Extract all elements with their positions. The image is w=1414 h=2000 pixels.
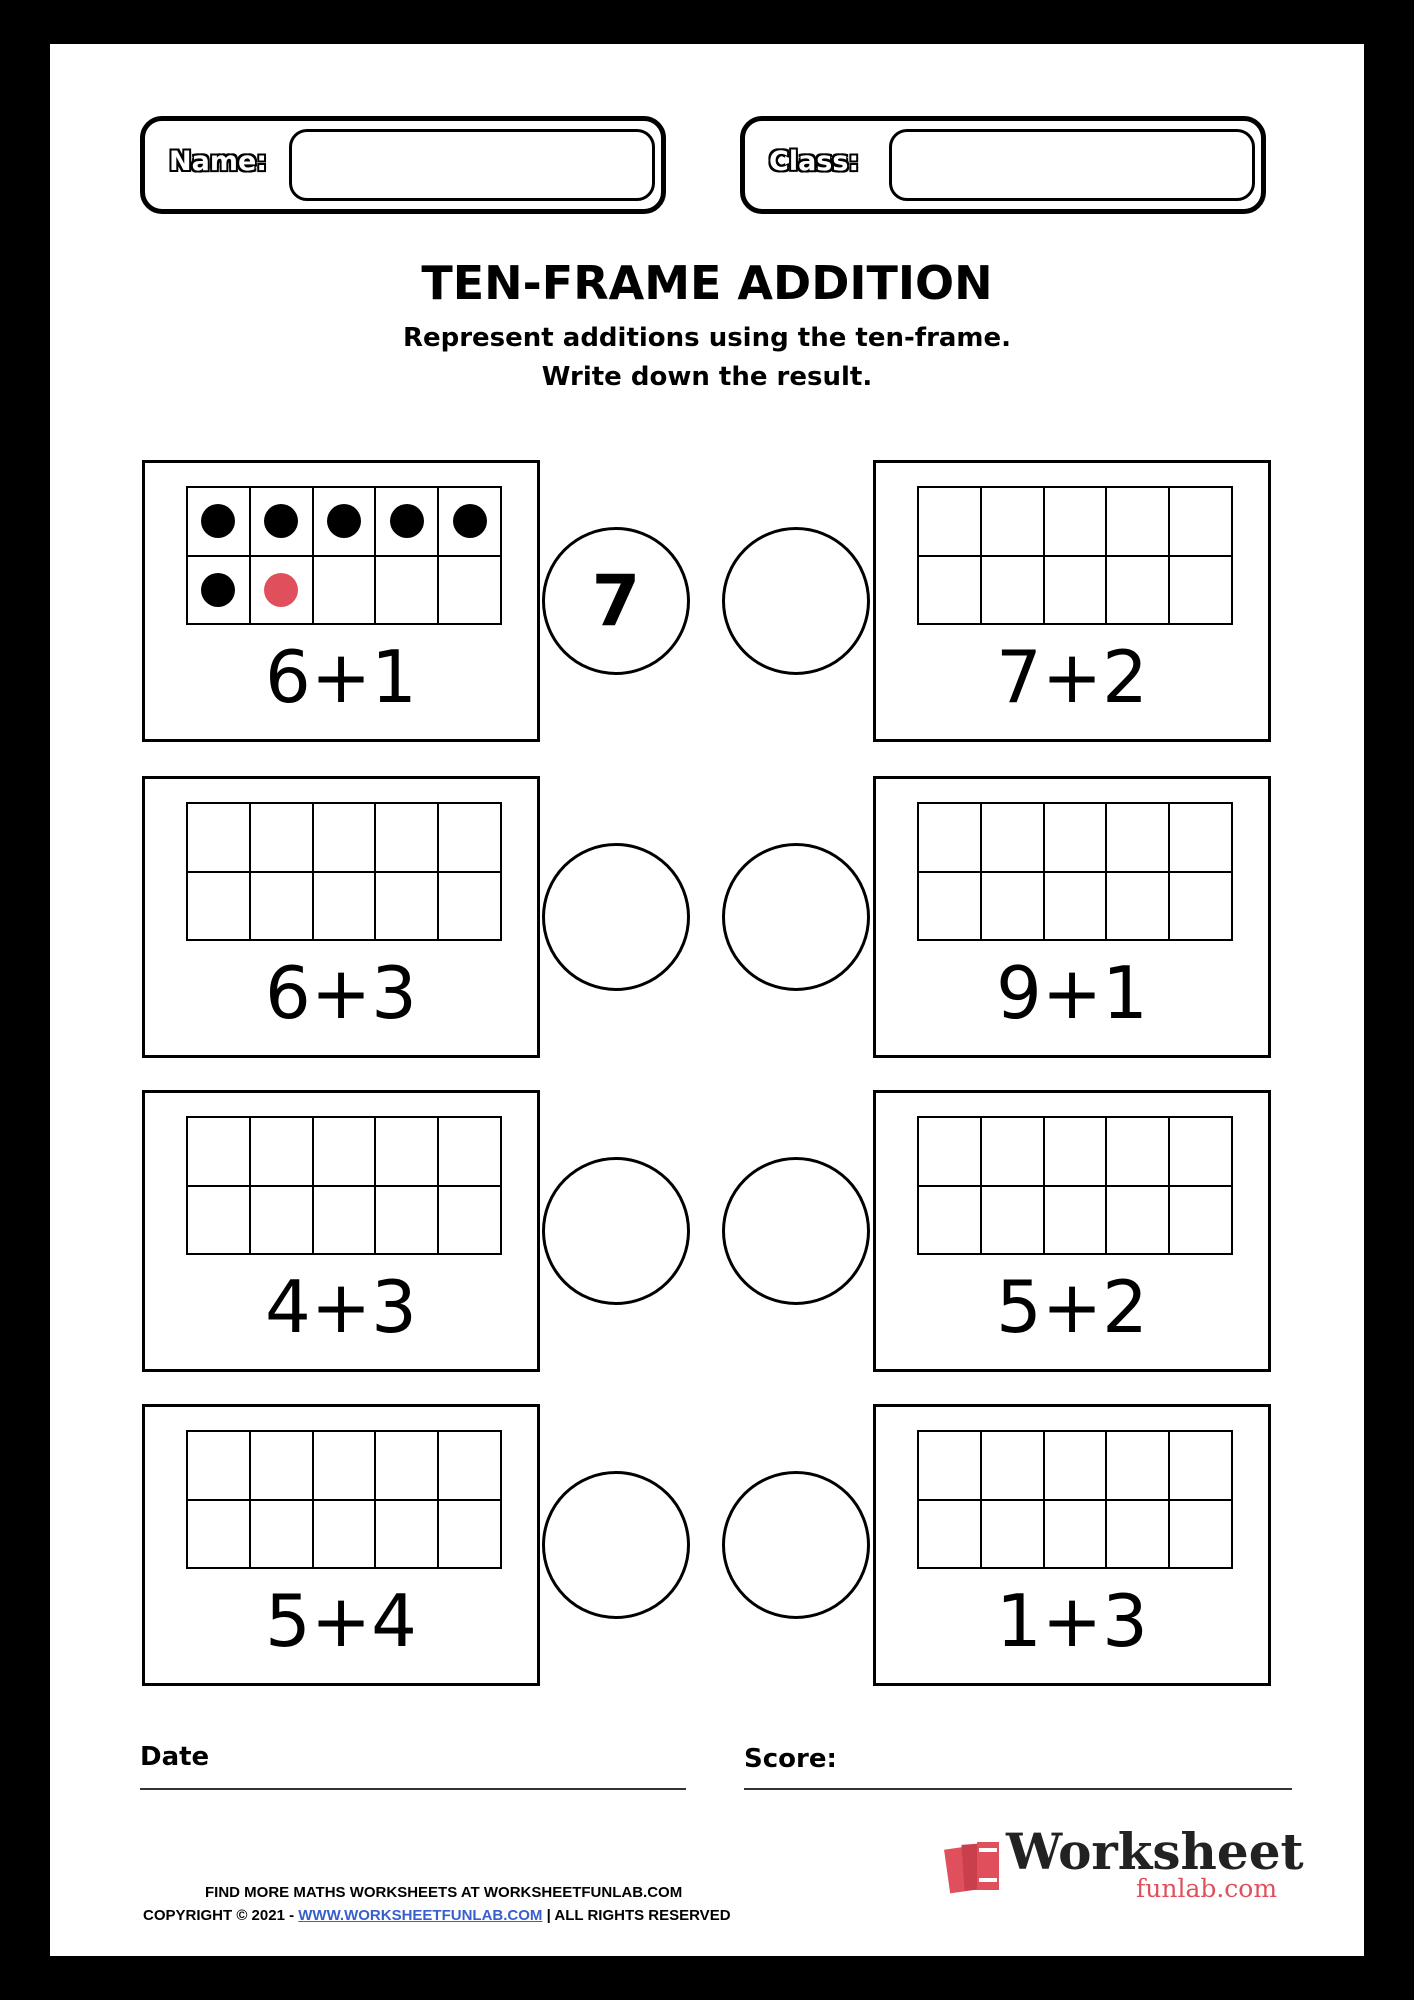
ten-frame-cell[interactable] bbox=[1169, 803, 1232, 872]
ten-frame-cell[interactable] bbox=[438, 803, 501, 872]
name-input-box[interactable] bbox=[289, 129, 655, 201]
rights-text: | ALL RIGHTS RESERVED bbox=[546, 1907, 731, 1924]
problem-expression: 1+3 bbox=[996, 1579, 1148, 1663]
answer-circle[interactable] bbox=[542, 1471, 690, 1619]
problem-card bbox=[142, 460, 540, 742]
problem-card bbox=[142, 1090, 540, 1372]
ten-frame-cell[interactable] bbox=[1044, 1186, 1107, 1255]
ten-frame-cell[interactable] bbox=[250, 803, 313, 872]
problem-card bbox=[873, 776, 1271, 1058]
problem-expression: 5+4 bbox=[265, 1579, 417, 1663]
ten-frame-cell[interactable] bbox=[981, 1500, 1044, 1569]
worksheetfunlab-logo[interactable] bbox=[943, 1822, 1304, 1905]
ten-frame-cell[interactable] bbox=[438, 1500, 501, 1569]
ten-frame-cell[interactable] bbox=[187, 1500, 250, 1569]
ten-frame-cell[interactable] bbox=[250, 556, 313, 625]
ten-frame bbox=[917, 486, 1233, 625]
ten-frame-cell[interactable] bbox=[250, 487, 313, 556]
ten-frame-cell[interactable] bbox=[1044, 1431, 1107, 1500]
name-label: Name: bbox=[169, 146, 268, 177]
ten-frame bbox=[917, 1430, 1233, 1569]
ten-frame bbox=[917, 802, 1233, 941]
ten-frame-cell[interactable] bbox=[1044, 556, 1107, 625]
ten-frame-cell[interactable] bbox=[1169, 487, 1232, 556]
ten-frame-cell[interactable] bbox=[1106, 872, 1169, 941]
ten-frame-cell[interactable] bbox=[1169, 1431, 1232, 1500]
footer-promo: FIND MORE MATHS WORKSHEETS AT WORKSHEETFUNLAB.COM bbox=[205, 1884, 683, 1901]
instruction-line-1: Represent additions using the ten-frame. bbox=[402, 323, 1012, 353]
ten-frame-cell[interactable] bbox=[981, 1186, 1044, 1255]
problem-expression: 6+1 bbox=[265, 635, 417, 719]
ten-frame-cell[interactable] bbox=[250, 1500, 313, 1569]
ten-frame-cell[interactable] bbox=[375, 1117, 438, 1186]
ten-frame-cell[interactable] bbox=[375, 487, 438, 556]
ten-frame-cell[interactable] bbox=[1106, 1500, 1169, 1569]
ten-frame-cell[interactable] bbox=[313, 803, 376, 872]
ten-frame bbox=[186, 486, 502, 625]
ten-frame-cell[interactable] bbox=[1169, 556, 1232, 625]
ten-frame-cell[interactable] bbox=[1106, 556, 1169, 625]
class-input-box[interactable] bbox=[889, 129, 1255, 201]
problem-card bbox=[142, 776, 540, 1058]
ten-frame-cell[interactable] bbox=[438, 1431, 501, 1500]
ten-frame-cell[interactable] bbox=[375, 803, 438, 872]
ten-frame-cell[interactable] bbox=[1169, 1186, 1232, 1255]
answer-circle[interactable] bbox=[542, 843, 690, 991]
ten-frame-cell[interactable] bbox=[981, 803, 1044, 872]
answer-circle[interactable] bbox=[722, 1157, 870, 1305]
counter-dot bbox=[264, 504, 298, 538]
ten-frame-cell[interactable] bbox=[438, 556, 501, 625]
ten-frame-cell[interactable] bbox=[1044, 872, 1107, 941]
page-title: TEN-FRAME ADDITION bbox=[421, 256, 993, 310]
ten-frame-cell[interactable] bbox=[1106, 487, 1169, 556]
instruction-line-2: Write down the result. bbox=[541, 362, 873, 392]
ten-frame-cell[interactable] bbox=[1044, 1117, 1107, 1186]
name-field bbox=[140, 116, 666, 214]
ten-frame-cell[interactable] bbox=[1106, 1186, 1169, 1255]
footer-copyright bbox=[143, 1907, 731, 1924]
score-line[interactable] bbox=[744, 1788, 1292, 1790]
ten-frame-cell[interactable] bbox=[438, 487, 501, 556]
ten-frame bbox=[186, 1430, 502, 1569]
problem-expression: 5+2 bbox=[996, 1265, 1148, 1349]
ten-frame-cell[interactable] bbox=[375, 1431, 438, 1500]
counter-dot bbox=[327, 504, 361, 538]
ten-frame-cell[interactable] bbox=[918, 803, 981, 872]
ten-frame-cell[interactable] bbox=[187, 1186, 250, 1255]
ten-frame-cell[interactable] bbox=[918, 1186, 981, 1255]
problem-expression: 6+3 bbox=[265, 951, 417, 1035]
ten-frame-cell[interactable] bbox=[918, 487, 981, 556]
ten-frame-cell[interactable] bbox=[1044, 487, 1107, 556]
date-line[interactable] bbox=[140, 1788, 686, 1790]
ten-frame-cell[interactable] bbox=[375, 1186, 438, 1255]
answer-circle[interactable] bbox=[722, 527, 870, 675]
ten-frame-cell[interactable] bbox=[313, 556, 376, 625]
ten-frame-cell[interactable] bbox=[375, 1500, 438, 1569]
ten-frame-cell[interactable] bbox=[1106, 1117, 1169, 1186]
date-label: Date bbox=[140, 1742, 210, 1772]
ten-frame-cell[interactable] bbox=[981, 487, 1044, 556]
score-label: Score: bbox=[744, 1744, 837, 1774]
ten-frame-cell[interactable] bbox=[187, 803, 250, 872]
ten-frame bbox=[186, 802, 502, 941]
ten-frame bbox=[917, 1116, 1233, 1255]
ten-frame-cell[interactable] bbox=[1169, 872, 1232, 941]
ten-frame-cell[interactable] bbox=[918, 1431, 981, 1500]
ten-frame-cell[interactable] bbox=[313, 1186, 376, 1255]
ten-frame-cell[interactable] bbox=[981, 556, 1044, 625]
ten-frame-cell[interactable] bbox=[438, 872, 501, 941]
problem-expression: 7+2 bbox=[996, 635, 1148, 719]
ten-frame-cell[interactable] bbox=[918, 1500, 981, 1569]
ten-frame-cell[interactable] bbox=[313, 872, 376, 941]
answer-circle[interactable] bbox=[722, 1471, 870, 1619]
ten-frame-cell[interactable] bbox=[981, 1117, 1044, 1186]
ten-frame-cell[interactable] bbox=[187, 1431, 250, 1500]
counter-dot bbox=[390, 504, 424, 538]
counter-dot bbox=[201, 504, 235, 538]
ten-frame-cell[interactable] bbox=[250, 1186, 313, 1255]
added-counter-dot bbox=[264, 573, 298, 607]
problem-card bbox=[873, 1090, 1271, 1372]
footer-link[interactable]: WWW.WORKSHEETFUNLAB.COM bbox=[298, 1907, 543, 1924]
ten-frame-cell[interactable] bbox=[250, 1431, 313, 1500]
ten-frame-cell[interactable] bbox=[438, 1186, 501, 1255]
counter-dot bbox=[453, 504, 487, 538]
ten-frame-cell[interactable] bbox=[187, 872, 250, 941]
ten-frame-cell[interactable] bbox=[375, 872, 438, 941]
ten-frame-cell[interactable] bbox=[313, 1117, 376, 1186]
ten-frame-cell[interactable] bbox=[981, 1431, 1044, 1500]
copyright-text: COPYRIGHT © 2021 - bbox=[143, 1907, 295, 1924]
ten-frame-cell[interactable] bbox=[313, 1431, 376, 1500]
answer-circle[interactable] bbox=[542, 1157, 690, 1305]
answer-circle[interactable]: 7 bbox=[542, 527, 690, 675]
answer-circle[interactable] bbox=[722, 843, 870, 991]
ten-frame-cell[interactable] bbox=[313, 1500, 376, 1569]
ten-frame-cell[interactable] bbox=[1169, 1117, 1232, 1186]
counter-dot bbox=[201, 573, 235, 607]
ten-frame-cell[interactable] bbox=[1044, 1500, 1107, 1569]
ten-frame-cell[interactable] bbox=[313, 487, 376, 556]
problem-expression: 9+1 bbox=[996, 951, 1148, 1035]
problem-card bbox=[873, 1404, 1271, 1686]
ten-frame-cell[interactable] bbox=[438, 1117, 501, 1186]
ten-frame-cell[interactable] bbox=[981, 872, 1044, 941]
ten-frame-cell[interactable] bbox=[1044, 803, 1107, 872]
logo-text: Worksheet bbox=[1006, 1822, 1304, 1881]
class-field bbox=[740, 116, 1266, 214]
ten-frame-cell[interactable] bbox=[1106, 803, 1169, 872]
ten-frame-cell[interactable] bbox=[918, 872, 981, 941]
ten-frame-cell[interactable] bbox=[250, 1117, 313, 1186]
ten-frame-cell[interactable] bbox=[187, 556, 250, 625]
problem-expression: 4+3 bbox=[265, 1265, 417, 1349]
ten-frame-cell[interactable] bbox=[375, 556, 438, 625]
ten-frame-cell[interactable] bbox=[187, 1117, 250, 1186]
problem-card bbox=[873, 460, 1271, 742]
problem-card bbox=[142, 1404, 540, 1686]
ten-frame-cell[interactable] bbox=[1169, 1500, 1232, 1569]
logo-subtext: funlab.com bbox=[1136, 1874, 1278, 1903]
ten-frame bbox=[186, 1116, 502, 1255]
class-label: Class: bbox=[769, 146, 860, 177]
ten-frame-cell[interactable] bbox=[918, 1117, 981, 1186]
books-icon bbox=[943, 1834, 1003, 1896]
ten-frame-cell[interactable] bbox=[1106, 1431, 1169, 1500]
ten-frame-cell[interactable] bbox=[250, 872, 313, 941]
ten-frame-cell[interactable] bbox=[187, 487, 250, 556]
ten-frame-cell[interactable] bbox=[918, 556, 981, 625]
worksheet-page bbox=[50, 44, 1364, 1956]
